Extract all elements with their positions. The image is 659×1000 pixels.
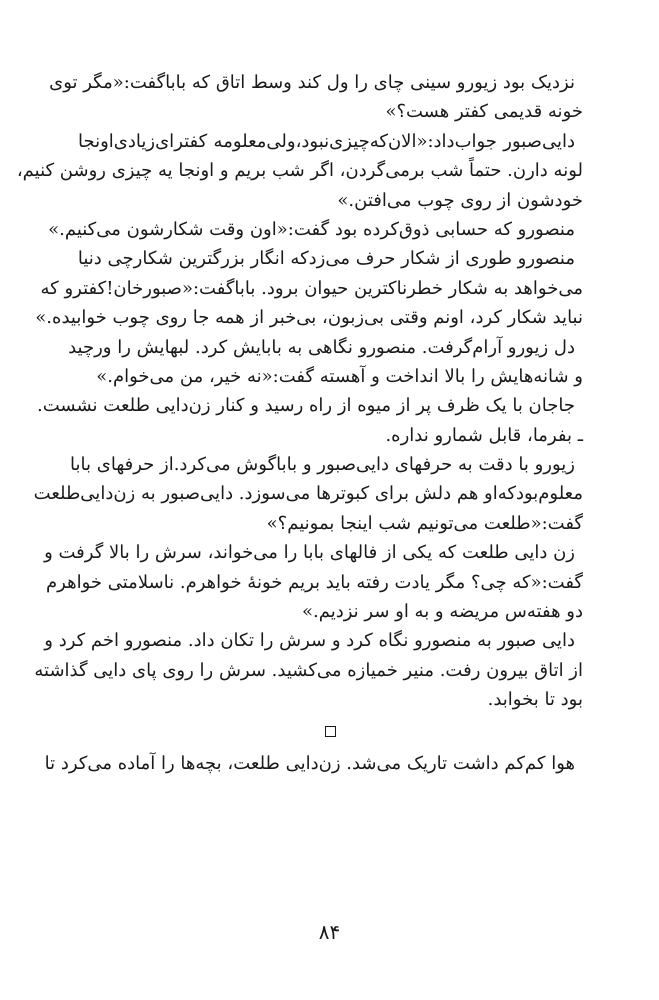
section-separator (78, 715, 583, 749)
text-line: ـ بفرما، قابل شمارو نداره. (385, 424, 583, 446)
text-line: جاجان با یک ظرف پر از میوه از راه رسید و کنار زن‌دایی طلعت نشست. (37, 395, 575, 417)
paragraph (44, 749, 583, 778)
text-line: دایی‌صبور جواب‌داد:«الان‌که‌چیزی‌نبود،ولی‌معلومه کفترای‌زیادی‌اونجا (78, 130, 575, 152)
separator-box-icon (325, 726, 336, 737)
text-line: گفت:«طلعت می‌تونیم شب اینجا بمونیم؟» (266, 512, 583, 534)
text-line: معلوم‌بودکه‌او هم دلش برای کبوترها می‌سوزد. دایی‌صبور به زن‌دایی‌طلعت (33, 483, 583, 505)
text-line: نباید شکار کرد، اونم وقتی بی‌زبون، بی‌خبر از همه جا روی چوب خوابیده.» (35, 307, 583, 329)
text-line: زن دایی طلعت که یکی از فالهای بابا را می‌خواند، سرش را بالا گرفت و (44, 542, 575, 564)
text-line: دایی صبور به منصورو نگاه کرد و سرش را تکان داد. منصورو اخم کرد و (44, 630, 575, 652)
paragraph (33, 450, 583, 538)
book-page (16, 68, 583, 988)
text-line: و شانه‌هایش را بالا انداخت و آهسته گفت:«نه خیر، من می‌خوام.» (96, 365, 583, 387)
paragraph (44, 538, 583, 626)
paragraph (16, 127, 583, 215)
text-line: دل زیورو آرام‌گرفت. منصورو نگاهی به بابایش کرد. لبهایش را ورچید (68, 336, 575, 358)
paragraph (68, 333, 583, 392)
paragraph (35, 244, 583, 332)
paragraph (48, 215, 583, 244)
text-line: گفت:«که چی؟ مگر یادت رفته باید بریم خونهٔ خواهرم. ناسلامتی خواهرم (46, 571, 583, 593)
paragraph (37, 391, 583, 450)
text-line: نزدیک بود زیورو سینی چای را ول کند وسط اتاق که باباگفت:«مگر توی (49, 72, 575, 93)
paragraph (34, 626, 583, 714)
text-line: لونه دارن. حتماً شب برمی‌گردن، اگر شب بریم و اونجا یه چیزی روشن کنیم، (16, 160, 583, 182)
text-line: می‌خواهد به شکار خطرناکترین حیوان برود. باباگفت:«صبورخان!کفترو که (40, 277, 583, 299)
text-line: خونه قدیمی کفتر هست؟» (385, 101, 583, 123)
text-line: هوا کم‌کم داشت تاریک می‌شد. زن‌دایی طلعت، بچه‌ها را آماده می‌کرد تا (44, 752, 575, 774)
text-line: دو هفته‌س مریضه و به او سر نزدیم.» (302, 601, 583, 623)
paragraph (49, 68, 583, 127)
text-line: زیورو با دقت به حرفهای دایی‌صبور و باباگوش می‌کرد.از حرفهای بابا (70, 454, 575, 476)
text-line: بود تا بخوابد. (487, 689, 583, 711)
text-line: منصورو طوری از شکار حرف می‌زدکه انگار بزرگترین شکارچی دنیا (77, 248, 575, 270)
text-line: منصورو که حسابی ذوق‌کرده بود گفت:«اون وقت شکارشون می‌کنیم.» (48, 218, 575, 240)
text-line: خودشون از روی چوب می‌افتن.» (337, 189, 583, 211)
page-body-text (16, 68, 583, 778)
text-line: از اتاق بیرون رفت. منیر خمیازه می‌کشید. سرش را روی پای دایی گذاشته (34, 659, 583, 681)
page-number: ۸۴ (318, 920, 341, 944)
